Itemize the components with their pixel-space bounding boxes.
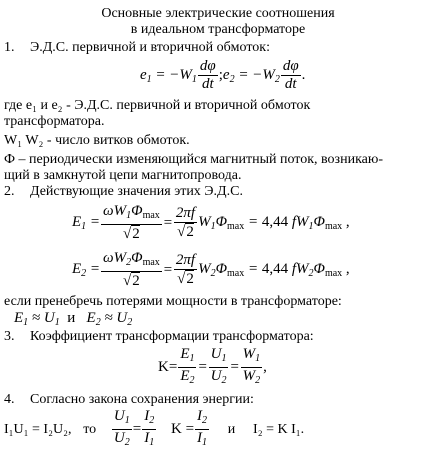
- emf-note-line1: где e₁ и e₂ - Э.Д.С. первичной и вторичной обмоток: [4, 98, 311, 113]
- item-number: 2.: [4, 184, 15, 199]
- item-text: Коэффициент трансформации трансформатора:: [30, 329, 314, 344]
- emf-note-line2: трансформатора.: [4, 114, 105, 129]
- list-item-4: [4, 392, 254, 408]
- list-item-1: [4, 40, 270, 56]
- item-number: 3.: [4, 329, 15, 344]
- page-title: Основные электрические соотношения: [101, 6, 335, 21]
- item-number: 4.: [4, 392, 15, 407]
- page-subtitle: в идеальном трансформаторе: [130, 22, 306, 37]
- flux-note-line1: Ф – периодически изменяющийся магнитный поток, возникаю-: [4, 152, 383, 167]
- item-number: 1.: [4, 40, 15, 55]
- flux-note-line2: щий в замкнутой цепи магнитопровода.: [4, 168, 242, 183]
- emf-formula: $e_1 = -W_1$ $\frac{d\varphi}{dt}$ $;e_2 = -W_2$ $\frac{d\varphi}{dt}$ .: [140, 58, 306, 92]
- item-text: Действующие значения этих Э.Д.С.: [30, 184, 243, 199]
- approx-formula: $E_1 \approx U_1$ и $E_2 \approx U_2$: [14, 310, 133, 328]
- k-formula: K= $\frac{E_1}{E_2}$ = $\frac{U_1}{U_2}$ = $\frac{W_1}{W_2}$ ,: [158, 346, 267, 386]
- list-item-2: [4, 184, 243, 200]
- energy-formula: I₁U₁ = I₂U₂, то $\frac{U_1}{U_2}$ = $\frac{I_2}{I_1}$ K = $\frac{I_2}{I_1}$ и I₂ = K I₁.: [4, 408, 305, 448]
- e2-rms-formula: $E_2$ = $\frac{\omega W_2\Phi_{max}}{√2}$ = $\frac{2\pi f}{√2}$ $W_2\Phi_{max} = 4,44$ $fW_2\Phi_{max}$ ,: [72, 250, 350, 289]
- loss-note: если пренебречь потерями мощности в трансформаторе:: [4, 294, 342, 309]
- item-text: Э.Д.С. первичной и вторичной обмоток:: [30, 40, 270, 55]
- turns-note: W₁ W₂ - число витков обмоток.: [4, 133, 190, 148]
- e1-rms-formula: $E_1$ = $\frac{\omega W_1\Phi_{max}}{√2}$ = $\frac{2\pi f}{√2}$ $W_1\Phi_{max} = 4,44$ $fW_1\Phi_{max}$ ,: [72, 203, 350, 242]
- list-item-3: [4, 329, 314, 345]
- item-text: Согласно закона сохранения энергии:: [30, 392, 254, 407]
